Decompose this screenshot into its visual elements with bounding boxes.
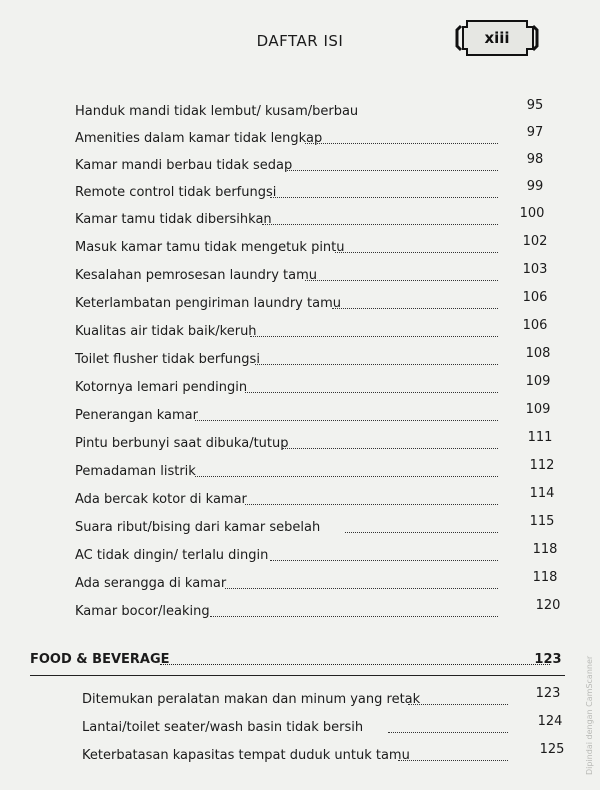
toc-entry-page-number: 114	[529, 486, 555, 501]
toc-entry-page-number: 95	[526, 98, 544, 113]
dot-leader	[335, 252, 498, 253]
dot-leader	[270, 197, 498, 198]
toc-entry-page-number: 111	[527, 430, 553, 445]
dot-leader	[408, 704, 508, 705]
page-number-badge	[455, 18, 539, 58]
toc-entry-page-number: 118	[532, 542, 558, 557]
dot-leader	[245, 392, 498, 393]
dot-leader	[225, 588, 498, 589]
toc-entry-label: Kotornya lemari pendingin	[75, 380, 248, 395]
toc-entry-label: Ada serangga di kamar	[75, 576, 227, 591]
page-title: DAFTAR ISI	[256, 32, 344, 50]
section-page-number: 123	[534, 652, 562, 667]
page-number: xiii	[484, 29, 510, 47]
toc-entry-page-number: 109	[525, 374, 551, 389]
dot-leader	[262, 224, 498, 225]
section-divider	[30, 675, 565, 676]
toc-entry-page-number: 106	[522, 290, 548, 305]
toc-entry-page-number: 120	[535, 598, 561, 613]
toc-entry-label: Handuk mandi tidak lembut/ kusam/berbau	[75, 104, 359, 119]
toc-entry-label: Remote control tidak berfungsi	[75, 185, 277, 200]
toc-entry-label: Kesalahan pemrosesan laundry tamu	[75, 268, 318, 283]
toc-entry-label: Keterlambatan pengiriman laundry tamu	[75, 296, 341, 311]
toc-entry-page-number: 112	[529, 458, 555, 473]
toc-entry-label: Pintu berbunyi saat dibuka/tutup	[75, 436, 289, 451]
toc-entry-page-number: 100	[519, 206, 545, 221]
dot-leader	[398, 760, 508, 761]
scanner-watermark: Dipindai dengan CamScanner	[585, 655, 594, 775]
toc-entry-label: Ada bercak kotor di kamar	[75, 492, 247, 507]
toc-entry-page-number: 123	[535, 686, 561, 701]
dot-leader	[345, 532, 498, 533]
toc-entry-page-number: 103	[522, 262, 548, 277]
toc-entry-label: Amenities dalam kamar tidak lengkap	[75, 131, 323, 146]
toc-entry-page-number: 125	[539, 742, 565, 757]
toc-entry-page-number: 97	[526, 125, 544, 140]
dot-leader	[270, 560, 498, 561]
toc-entry-page-number: 115	[529, 514, 555, 529]
dot-leader	[245, 504, 498, 505]
dot-leader	[285, 170, 498, 171]
dot-leader	[332, 308, 498, 309]
toc-entry-label: Toilet flusher tidak berfungsi	[75, 352, 260, 367]
dot-leader	[282, 448, 498, 449]
toc-entry-page-number: 124	[537, 714, 563, 729]
toc-entry-label: Masuk kamar tamu tidak mengetuk pintu	[75, 240, 345, 255]
section-title: FOOD & BEVERAGE	[30, 652, 170, 667]
dot-leader	[195, 476, 498, 477]
toc-entry-label: Kualitas air tidak baik/keruh	[75, 324, 257, 339]
dot-leader	[255, 364, 498, 365]
toc-entry-page-number: 118	[532, 570, 558, 585]
toc-entry-label: Kamar tamu tidak dibersihkan	[75, 212, 272, 227]
toc-entry-label: Kamar bocor/leaking	[75, 604, 210, 619]
toc-entry-page-number: 102	[522, 234, 548, 249]
toc-entry-label: Suara ribut/bising dari kamar sebelah	[75, 520, 321, 535]
toc-entry-label: Keterbatasan kapasitas tempat duduk untuk tamu	[82, 748, 410, 763]
dot-leader	[160, 664, 550, 665]
toc-entry-label: Lantai/toilet seater/wash basin tidak bersih	[82, 720, 364, 735]
toc-entry-label: Ditemukan peralatan makan dan minum yang retak	[82, 692, 421, 707]
toc-entry-page-number: 109	[525, 402, 551, 417]
dot-leader	[305, 143, 498, 144]
toc-entry-label: AC tidak dingin/ terlalu dingin	[75, 548, 269, 563]
toc-entry-page-number: 98	[526, 152, 544, 167]
toc-entry-label: Kamar mandi berbau tidak sedap	[75, 158, 293, 173]
dot-leader	[210, 616, 498, 617]
toc-entry-page-number: 108	[525, 346, 551, 361]
toc-entry-label: Pemadaman listrik	[75, 464, 196, 479]
toc-entry-label: Penerangan kamar	[75, 408, 198, 423]
dot-leader	[250, 336, 498, 337]
dot-leader	[388, 732, 508, 733]
dot-leader	[195, 420, 498, 421]
toc-entry-page-number: 99	[526, 179, 544, 194]
toc-entry-page-number: 106	[522, 318, 548, 333]
dot-leader	[305, 280, 498, 281]
